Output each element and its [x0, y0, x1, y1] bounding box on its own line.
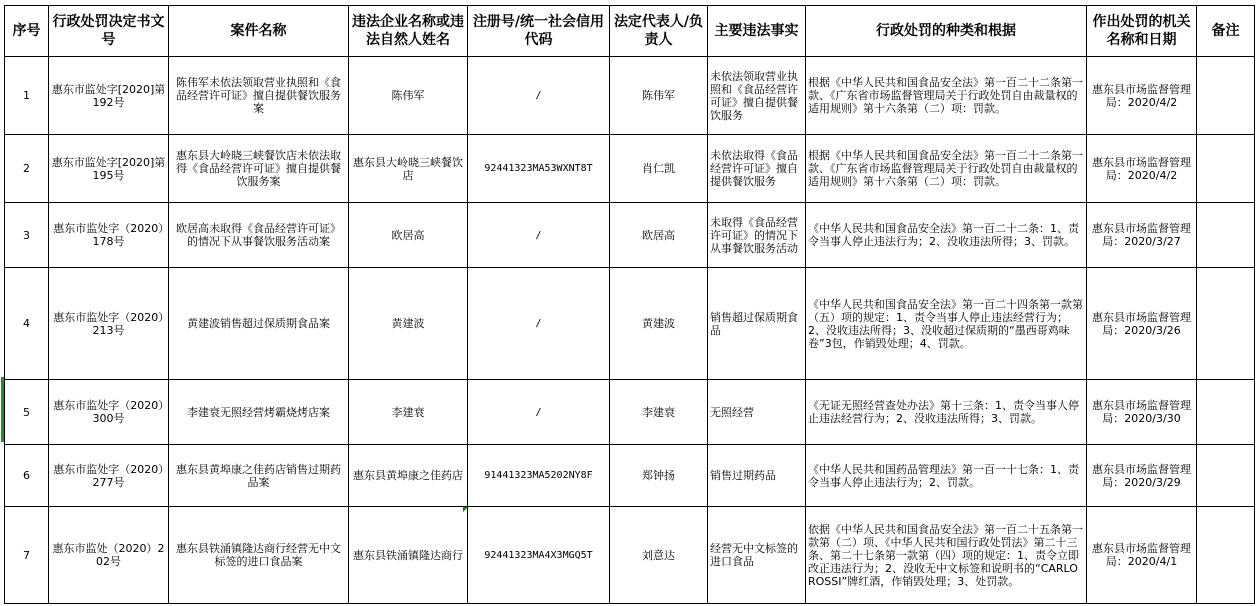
cell-remark[interactable]: [1197, 268, 1255, 380]
cell-authority[interactable]: 惠东县市场监督管理局：2020/4/1: [1087, 507, 1197, 604]
cell-party[interactable]: 惠东县大岭晓三峡餐饮店: [349, 135, 468, 203]
cell-case-name[interactable]: 惠东县黄埠康之佳药店销售过期药品案: [169, 445, 349, 507]
cell-party[interactable]: 李建衰: [349, 380, 468, 445]
cell-reg-no[interactable]: 91441323MA5202NY8F: [468, 445, 610, 507]
cell-seq[interactable]: 4: [5, 268, 49, 380]
cell-party[interactable]: 黄建波: [349, 268, 468, 380]
cell-penalty[interactable]: 《中华人民共和国食品安全法》第一百二十二条：1、责令当事人停止违法行为；2、没收违法所得；3、罚款。: [806, 203, 1087, 268]
cell-doc-no[interactable]: 惠东市监处字（2020）277号: [49, 445, 169, 507]
header-authority[interactable]: 作出处罚的机关名称和日期: [1087, 6, 1197, 57]
cell-case-name[interactable]: 惠东县大岭晓三峡餐饮店未依法取得《食品经营许可证》擅自提供餐饮服务案: [169, 135, 349, 203]
cell-seq[interactable]: 1: [5, 57, 49, 135]
cell-reg-no[interactable]: 92441323MA53WXNT8T: [468, 135, 610, 203]
cell-facts[interactable]: 未依法领取营业执照和《食品经营许可证》擅自提供餐饮服务: [708, 57, 806, 135]
cell-reg-no[interactable]: /: [468, 57, 610, 135]
cell-case-name[interactable]: 黄建波销售超过保质期食品案: [169, 268, 349, 380]
cell-remark[interactable]: [1197, 380, 1255, 445]
cell-authority[interactable]: 惠东县市场监督管理局：2020/3/26: [1087, 268, 1197, 380]
table-row: [5, 135, 1255, 203]
cell-doc-no[interactable]: 惠东市监处字[2020]第195号: [49, 135, 169, 203]
cell-legal-rep[interactable]: 李建衰: [610, 380, 708, 445]
cell-reg-no[interactable]: 92441323MA4X3MGQ5T: [468, 507, 610, 604]
cell-authority[interactable]: 惠东县市场监督管理局：2020/4/2: [1087, 57, 1197, 135]
cell-party[interactable]: 陈伟军: [349, 57, 468, 135]
table-row: [5, 445, 1255, 507]
cell-authority[interactable]: 惠东县市场监督管理局：2020/3/30: [1087, 380, 1197, 445]
cell-seq[interactable]: 3: [5, 203, 49, 268]
cell-penalty[interactable]: 《中华人民共和国药品管理法》第一百一十七条：1、责令当事人停止违法行为；2、罚款。: [806, 445, 1087, 507]
cell-facts[interactable]: 经营无中文标签的进口食品: [708, 507, 806, 604]
cell-penalty[interactable]: 根据《中华人民共和国食品安全法》第一百二十二条第一款、《广东省市场监督管理局关于行政处罚自由裁量权的适用规则》第十六条第（二）项：罚款。: [806, 57, 1087, 135]
header-facts[interactable]: 主要违法事实: [708, 6, 806, 57]
cell-party[interactable]: 惠东县黄埠康之佳药店: [349, 445, 468, 507]
header-doc-no[interactable]: 行政处罚决定书文号: [49, 6, 169, 57]
cell-comment-indicator: [463, 507, 468, 512]
cell-seq[interactable]: 6: [5, 445, 49, 507]
header-penalty[interactable]: 行政处罚的种类和根据: [806, 6, 1087, 57]
cell-reg-no[interactable]: /: [468, 268, 610, 380]
header-remark[interactable]: 备注: [1197, 6, 1255, 57]
cell-facts[interactable]: 未依法取得《食品经营许可证》擅自提供餐饮服务: [708, 135, 806, 203]
cell-party[interactable]: 惠东县铁涌镇隆达商行: [349, 507, 468, 604]
table-row: [5, 380, 1255, 445]
cell-doc-no[interactable]: 惠东市监处（2020）202号: [49, 507, 169, 604]
cell-facts[interactable]: 销售超过保质期食品: [708, 268, 806, 380]
penalty-table: [4, 5, 1255, 604]
cell-case-name[interactable]: 李建衰无照经营烤霸烧烤店案: [169, 380, 349, 445]
header-seq[interactable]: 序号: [5, 6, 49, 57]
cell-reg-no[interactable]: /: [468, 380, 610, 445]
cell-legal-rep[interactable]: 刘意达: [610, 507, 708, 604]
cell-legal-rep[interactable]: 欧居高: [610, 203, 708, 268]
cell-seq[interactable]: 5: [5, 380, 49, 445]
cell-case-name[interactable]: 陈伟军未依法领取营业执照和《食品经营许可证》擅自提供餐饮服务案: [169, 57, 349, 135]
cell-remark[interactable]: [1197, 57, 1255, 135]
header-case-name[interactable]: 案件名称: [169, 6, 349, 57]
cell-case-name[interactable]: 欧居高未取得《食品经营许可证》的情况下从事餐饮服务活动案: [169, 203, 349, 268]
cell-legal-rep[interactable]: 肖仁凯: [610, 135, 708, 203]
header-reg-no[interactable]: 注册号/统一社会信用代码: [468, 6, 610, 57]
cell-remark[interactable]: [1197, 507, 1255, 604]
cell-remark[interactable]: [1197, 445, 1255, 507]
row-selection-marker: [1, 377, 4, 442]
cell-remark[interactable]: [1197, 135, 1255, 203]
cell-legal-rep[interactable]: 黄建波: [610, 268, 708, 380]
cell-facts[interactable]: 无照经营: [708, 380, 806, 445]
cell-doc-no[interactable]: 惠东市监处字[2020]第192号: [49, 57, 169, 135]
cell-authority[interactable]: 惠东县市场监督管理局：2020/3/27: [1087, 203, 1197, 268]
cell-seq[interactable]: 2: [5, 135, 49, 203]
cell-penalty[interactable]: 依据《中华人民共和国食品安全法》第一百二十五条第一款第（二）项、《中华人民共和国行政处罚法》第二十三条、第二十七条第一款第（四）项的规定：1、责令立即改正违法行为；2、没收无中文标签和说明书的“CARLO ROSSI”牌红酒，作销毁处理；3、处罚款。: [806, 507, 1087, 604]
cell-case-name[interactable]: 惠东县铁涌镇隆达商行经营无中文标签的进口食品案: [169, 507, 349, 604]
cell-authority[interactable]: 惠东县市场监督管理局：2020/3/29: [1087, 445, 1197, 507]
cell-remark[interactable]: [1197, 203, 1255, 268]
header-row: [5, 6, 1255, 57]
table-row: [5, 507, 1255, 604]
cell-penalty[interactable]: 《无证无照经营查处办法》第十三条：1、责令当事人停止违法经营行为；2、没收违法所得；3、罚款。: [806, 380, 1087, 445]
cell-legal-rep[interactable]: 陈伟军: [610, 57, 708, 135]
header-party[interactable]: 违法企业名称或违法自然人姓名: [349, 6, 468, 57]
table-row: [5, 268, 1255, 380]
cell-doc-no[interactable]: 惠东市监处字（2020）178号: [49, 203, 169, 268]
cell-doc-no[interactable]: 惠东市监处字（2020）213号: [49, 268, 169, 380]
table-row: [5, 57, 1255, 135]
cell-seq[interactable]: 7: [5, 507, 49, 604]
cell-penalty[interactable]: 《中华人民共和国食品安全法》第一百二十四条第一款第（五）项的规定：1、责令当事人停止违法经营行为；2、没收违法所得；3、没收超过保质期的“墨西哥鸡味卷”3包，作销毁处理；4、罚款。: [806, 268, 1087, 380]
cell-doc-no[interactable]: 惠东市监处字（2020）300号: [49, 380, 169, 445]
cell-penalty[interactable]: 根据《中华人民共和国食品安全法》第一百二十二条第一款、《广东省市场监督管理局关于行政处罚自由裁量权的适用规则》第十六条第（二）项：罚款。: [806, 135, 1087, 203]
cell-legal-rep[interactable]: 郑钟扬: [610, 445, 708, 507]
cell-facts[interactable]: 销售过期药品: [708, 445, 806, 507]
table-row: [5, 203, 1255, 268]
cell-reg-no[interactable]: /: [468, 203, 610, 268]
cell-authority[interactable]: 惠东县市场监督管理局：2020/4/2: [1087, 135, 1197, 203]
cell-party[interactable]: 欧居高: [349, 203, 468, 268]
cell-facts[interactable]: 未取得《食品经营许可证》的情况下从事餐饮服务活动: [708, 203, 806, 268]
header-legal-rep[interactable]: 法定代表人/负责人: [610, 6, 708, 57]
